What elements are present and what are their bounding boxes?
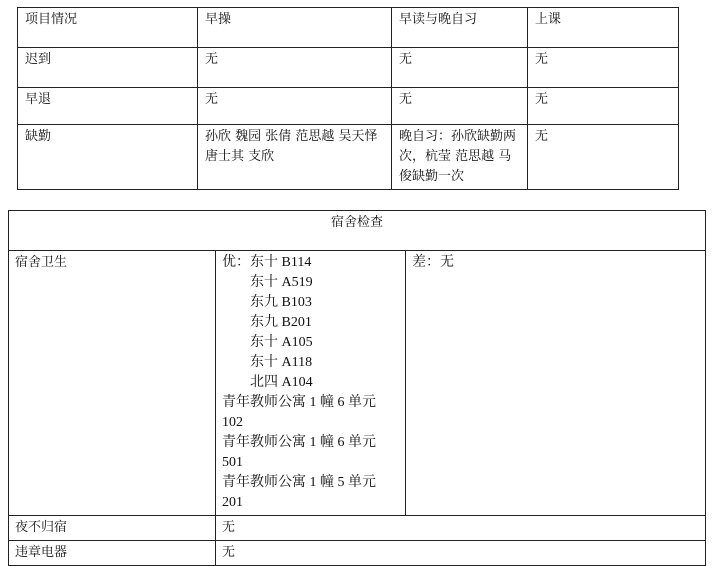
- row-label-absence: 缺勤: [18, 125, 198, 190]
- attendance-table: [17, 7, 679, 190]
- header-class: 上课: [528, 8, 679, 48]
- good-room: 东十 B114: [250, 255, 312, 270]
- absence-class: 无: [528, 125, 679, 190]
- late-reading-study: 无: [392, 48, 528, 88]
- hygiene-label: 宿舍卫生: [9, 251, 216, 516]
- list-item: 青年教师公寓 1 幢 6 单元 102: [222, 395, 376, 430]
- row-label-leave-early: 早退: [18, 88, 198, 125]
- appliance-label: 违章电器: [9, 541, 216, 566]
- night-label: 夜不归宿: [9, 516, 216, 541]
- table-row: [18, 48, 679, 88]
- absence-reading-study: 晚自习：孙欣缺勤两次，杭莹 范思越 马俊缺勤一次: [392, 125, 528, 190]
- header-morning-exercise: 早操: [198, 8, 392, 48]
- late-morning-exercise: 无: [198, 48, 392, 88]
- list-item: 东九 B201: [250, 315, 312, 330]
- attendance-header-row: [18, 8, 679, 48]
- header-project: 项目情况: [18, 8, 198, 48]
- list-item: [222, 253, 399, 273]
- dorm-title-row: [9, 211, 706, 251]
- dorm-inspection-table: [8, 210, 706, 566]
- list-item: 北四 A104: [250, 375, 313, 390]
- table-row: [18, 125, 679, 190]
- list-item: 东十 A118: [250, 355, 313, 370]
- leave-early-class: 无: [528, 88, 679, 125]
- list-item: 东十 A105: [250, 335, 313, 350]
- hygiene-good-list: [216, 251, 406, 516]
- leave-early-morning-exercise: 无: [198, 88, 392, 125]
- absence-morning-exercise: 孙欣 魏园 张倩 范思越 吴天怿 唐士其 支欣: [198, 125, 392, 190]
- late-class: 无: [528, 48, 679, 88]
- leave-early-reading-study: 无: [392, 88, 528, 125]
- row-label-late: 迟到: [18, 48, 198, 88]
- list-item: 东十 A519: [250, 275, 313, 290]
- dorm-appliance-row: [9, 541, 706, 566]
- dorm-hygiene-row: [9, 251, 706, 516]
- dorm-night-row: [9, 516, 706, 541]
- appliance-value: 无: [216, 541, 706, 566]
- night-value: 无: [216, 516, 706, 541]
- list-item: 东九 B103: [250, 295, 312, 310]
- hygiene-bad: 差：无: [406, 251, 706, 516]
- list-item: 青年教师公寓 1 幢 5 单元 201: [222, 475, 376, 510]
- list-item: 青年教师公寓 1 幢 6 单元 501: [222, 435, 376, 470]
- good-prefix: 优：: [222, 255, 250, 270]
- table-row: [18, 88, 679, 125]
- dorm-title: 宿舍检查: [9, 211, 706, 251]
- header-reading-study: 早读与晚自习: [392, 8, 528, 48]
